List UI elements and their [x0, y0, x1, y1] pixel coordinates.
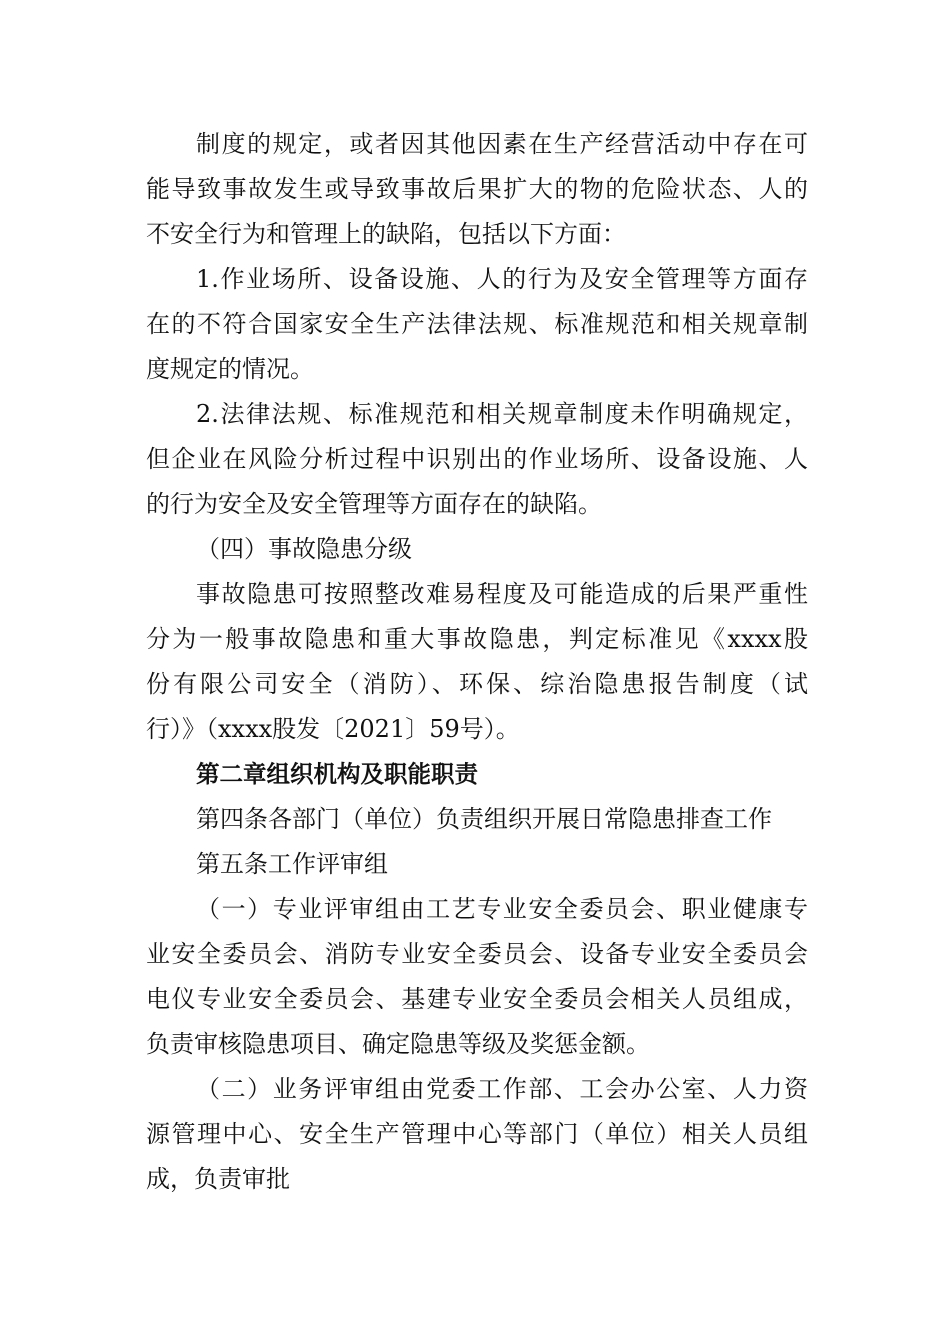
text-line: 2.法律法规、标准规范和相关规章制度未作明确规定，: [196, 400, 808, 428]
text-line: 分为一般事故隐患和重大事故隐患，判定标准见《xxxx股: [146, 625, 808, 653]
section-heading: （四）事故隐患分级: [196, 535, 412, 563]
text-line: 业安全委员会、消防专业安全委员会、设备专业安全委员会: [146, 940, 808, 968]
paragraph-business-review-group: [146, 1067, 808, 1202]
paragraph-item-2: [146, 392, 808, 527]
paragraph-hazard-definition: [146, 122, 808, 257]
chapter-title: 第二章组织机构及职能职责: [196, 760, 478, 788]
text-line: 源管理中心、安全生产管理中心等部门（单位）相关人员组: [146, 1120, 808, 1148]
text-line: 成，负责审批: [146, 1165, 290, 1193]
text-line: 制度的规定，或者因其他因素在生产经营活动中存在可: [196, 130, 808, 158]
text-line: 负责审核隐患项目、确定隐患等级及奖惩金额。: [146, 1030, 650, 1058]
text-line: 在的不符合国家安全生产法律法规、标准规范和相关规章制: [146, 310, 808, 338]
text-line: 1.作业场所、设备设施、人的行为及安全管理等方面存: [196, 265, 808, 293]
text-line: 行）》（xxxx股发〔2021〕59号）。: [146, 715, 520, 743]
document-body: [146, 122, 808, 1202]
paragraph-professional-review-group: [146, 887, 808, 1067]
text-line: 能导致事故发生或导致事故后果扩大的物的危险状态、人的: [146, 175, 808, 203]
paragraph-hazard-grading: [146, 572, 808, 752]
section-heading-hazard-grading: [146, 527, 808, 572]
article-5: [146, 842, 808, 887]
chapter-heading: [146, 752, 808, 797]
text-line: 电仪专业安全委员会、基建专业安全委员会相关人员组成，: [146, 985, 808, 1013]
text-line: 度规定的情况。: [146, 355, 314, 383]
text-line: 但企业在风险分析过程中识别出的作业场所、设备设施、人: [146, 445, 808, 473]
text-line: （二）业务评审组由党委工作部、工会办公室、人力资: [196, 1075, 808, 1103]
text-line: 不安全行为和管理上的缺陷，包括以下方面：: [146, 220, 626, 248]
text-line: 份有限公司安全（消防）、环保、综治隐患报告制度（试: [146, 670, 808, 698]
paragraph-item-1: [146, 257, 808, 392]
text-line: 的行为安全及安全管理等方面存在的缺陷。: [146, 490, 602, 518]
text-line: 第四条各部门（单位）负责组织开展日常隐患排查工作: [196, 805, 772, 833]
article-4: [146, 797, 808, 842]
text-line: 第五条工作评审组: [196, 850, 388, 878]
text-line: （一）专业评审组由工艺专业安全委员会、职业健康专: [196, 895, 808, 923]
text-line: 事故隐患可按照整改难易程度及可能造成的后果严重性: [196, 580, 808, 608]
